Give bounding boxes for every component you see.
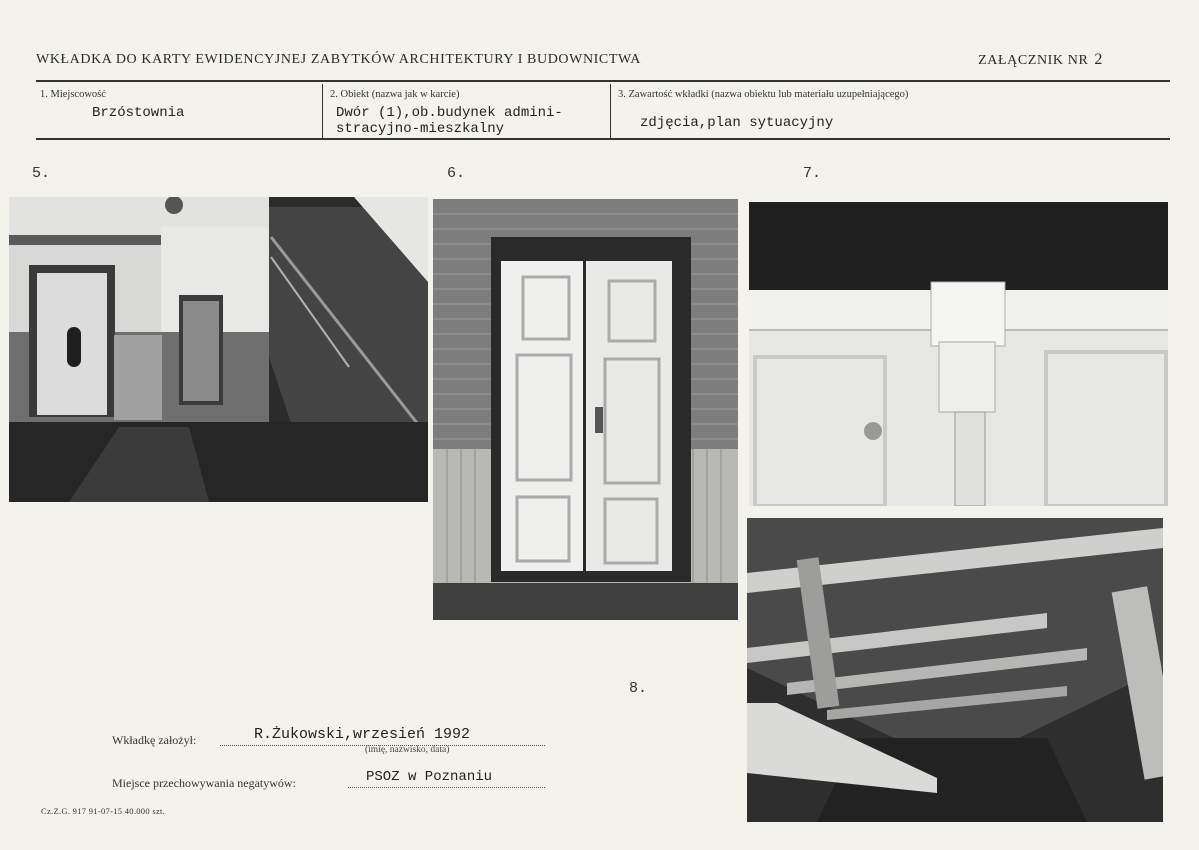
negatives-value: PSOZ w Poznaniu xyxy=(366,769,493,785)
place-value: Brzóstownia xyxy=(92,105,185,121)
negatives-dotline xyxy=(348,787,545,788)
annex-number: 2 xyxy=(1094,51,1103,68)
header-title: WKŁADKA DO KARTY EWIDENCYJNEJ ZABYTKÓW ARCHITEKTURY I BUDOWNICTWA xyxy=(36,52,641,67)
author-value: R.Żukowski,wrzesień 1992 xyxy=(254,726,471,743)
header-bottom-rule xyxy=(36,138,1170,140)
annex-label-text: ZAŁĄCZNIK NR xyxy=(978,53,1089,68)
printer-note: Cz.Z.G. 917 91-07-15 40.000 szt. xyxy=(41,806,166,816)
photo-hall-staircase xyxy=(9,197,428,502)
object-label: 2. Obiekt (nazwa jak w karcie) xyxy=(330,89,460,100)
photo-double-door xyxy=(433,199,738,620)
object-value-line1: Dwór (1),ob.budynek admini- xyxy=(336,105,563,121)
header-top-rule xyxy=(36,80,1170,82)
field-separator-2 xyxy=(610,84,611,138)
photo-number-7: 7. xyxy=(803,165,822,182)
object-value-line2: stracyjno-mieszkalny xyxy=(336,121,505,137)
photo-number-5: 5. xyxy=(32,165,51,182)
photo-number-8: 8. xyxy=(629,680,648,697)
author-hint: (imię, nazwisko, data) xyxy=(365,745,450,755)
photo-roof-truss xyxy=(747,518,1163,822)
content-value: zdjęcia,plan sytuacyjny xyxy=(640,115,834,131)
photo-console-detail xyxy=(749,202,1168,506)
place-label: 1. Miejscowość xyxy=(40,89,106,100)
annex-label xyxy=(978,51,1103,69)
content-label: 3. Zawartość wkładki (nazwa obiektu lub materiału uzupełniającego) xyxy=(618,89,909,100)
field-separator-1 xyxy=(322,84,323,138)
negatives-label: Miejsce przechowywania negatywów: xyxy=(112,776,296,790)
author-label: Wkładkę założył: xyxy=(112,733,197,747)
photo-number-6: 6. xyxy=(447,165,466,182)
